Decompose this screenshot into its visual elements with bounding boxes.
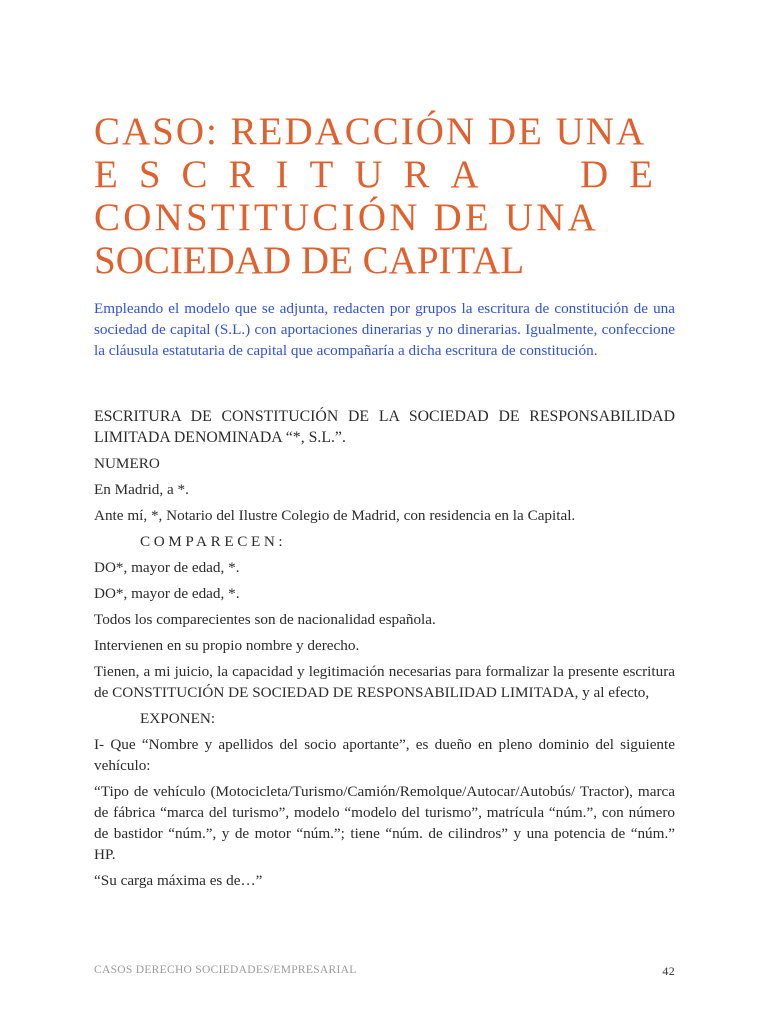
page-footer (94, 964, 675, 979)
page-title (94, 110, 674, 282)
deed-heading: ESCRITURA DE CONSTITUCIÓN DE LA SOCIEDAD DE RESPONSABILIDAD LIMITADA DENOMINADA “*, S.L.”. (94, 408, 675, 446)
title-line-1: CASO: REDACCIÓN DE UNA (94, 110, 647, 153)
capacity-paragraph (94, 661, 675, 703)
vehicle-description: “Tipo de vehículo (Motocicleta/Turismo/Camión/Remolque/Autocar/Autobús/ Tractor), marca de fábrica “marca del turismo”, modelo “modelo del turismo”, matrícula “núm.”, con número de bastidor “núm.”, y de motor “núm.”; tiene “núm. de cilindros” y una potencia de “núm.” HP. (94, 783, 675, 863)
notary-line: Ante mí, *, Notario del Ilustre Colegio de Madrid, con residencia en la Capital. (94, 507, 576, 524)
title-line-2 (94, 153, 674, 196)
document-body (94, 406, 675, 896)
capacity-text-caps: CONSTITUCIÓN DE SOCIEDAD DE RESPONSABILIDAD LIMITADA (112, 684, 575, 701)
spread-text: DE (580, 153, 674, 196)
intervienen-line: Intervienen en su propio nombre y derecho. (94, 637, 360, 654)
title-line-2-right (580, 153, 674, 196)
nationality-line: Todos los comparecientes son de nacionalidad española. (94, 611, 436, 628)
intro-paragraph: Empleando el modelo que se adjunta, redacten por grupos la escritura de constitución de una sociedad de capital (S.L.) con aportaciones dinerarias y no dinerarias. Igualmente, confeccione la cláusula estatutaria de capital que acompañaría a dicha escritura de constitución. (94, 300, 675, 359)
comparecen-heading: COMPARECEN: (140, 533, 287, 550)
title-line-3: CONSTITUCIÓN DE UNA (94, 196, 599, 239)
spread-text: ESCRITURA (94, 153, 500, 196)
capacity-text-a: Tienen, a mi juicio, la capacidad y legitimación necesarias para formalizar la presente escritura de (94, 663, 675, 701)
max-load-line: “Su carga máxima es de…” (94, 872, 263, 889)
title-line-4: SOCIEDAD DE CAPITAL (94, 239, 525, 282)
party-1: DO*, mayor de edad, *. (94, 559, 240, 576)
point-1: I- Que “Nombre y apellidos del socio aportante”, es dueño en pleno dominio del siguiente vehículo: (94, 736, 675, 774)
numero-label: NUMERO (94, 455, 160, 472)
title-line-2-left (94, 153, 500, 196)
page-number: 42 (662, 964, 675, 978)
exponen-heading: EXPONEN: (140, 710, 216, 727)
footer-label: CASOS DERECHO SOCIEDADES/EMPRESARIAL (94, 964, 357, 976)
party-2: DO*, mayor de edad, *. (94, 585, 240, 602)
place-line: En Madrid, a *. (94, 481, 189, 498)
capacity-text-c: , y al efecto, (574, 684, 650, 701)
